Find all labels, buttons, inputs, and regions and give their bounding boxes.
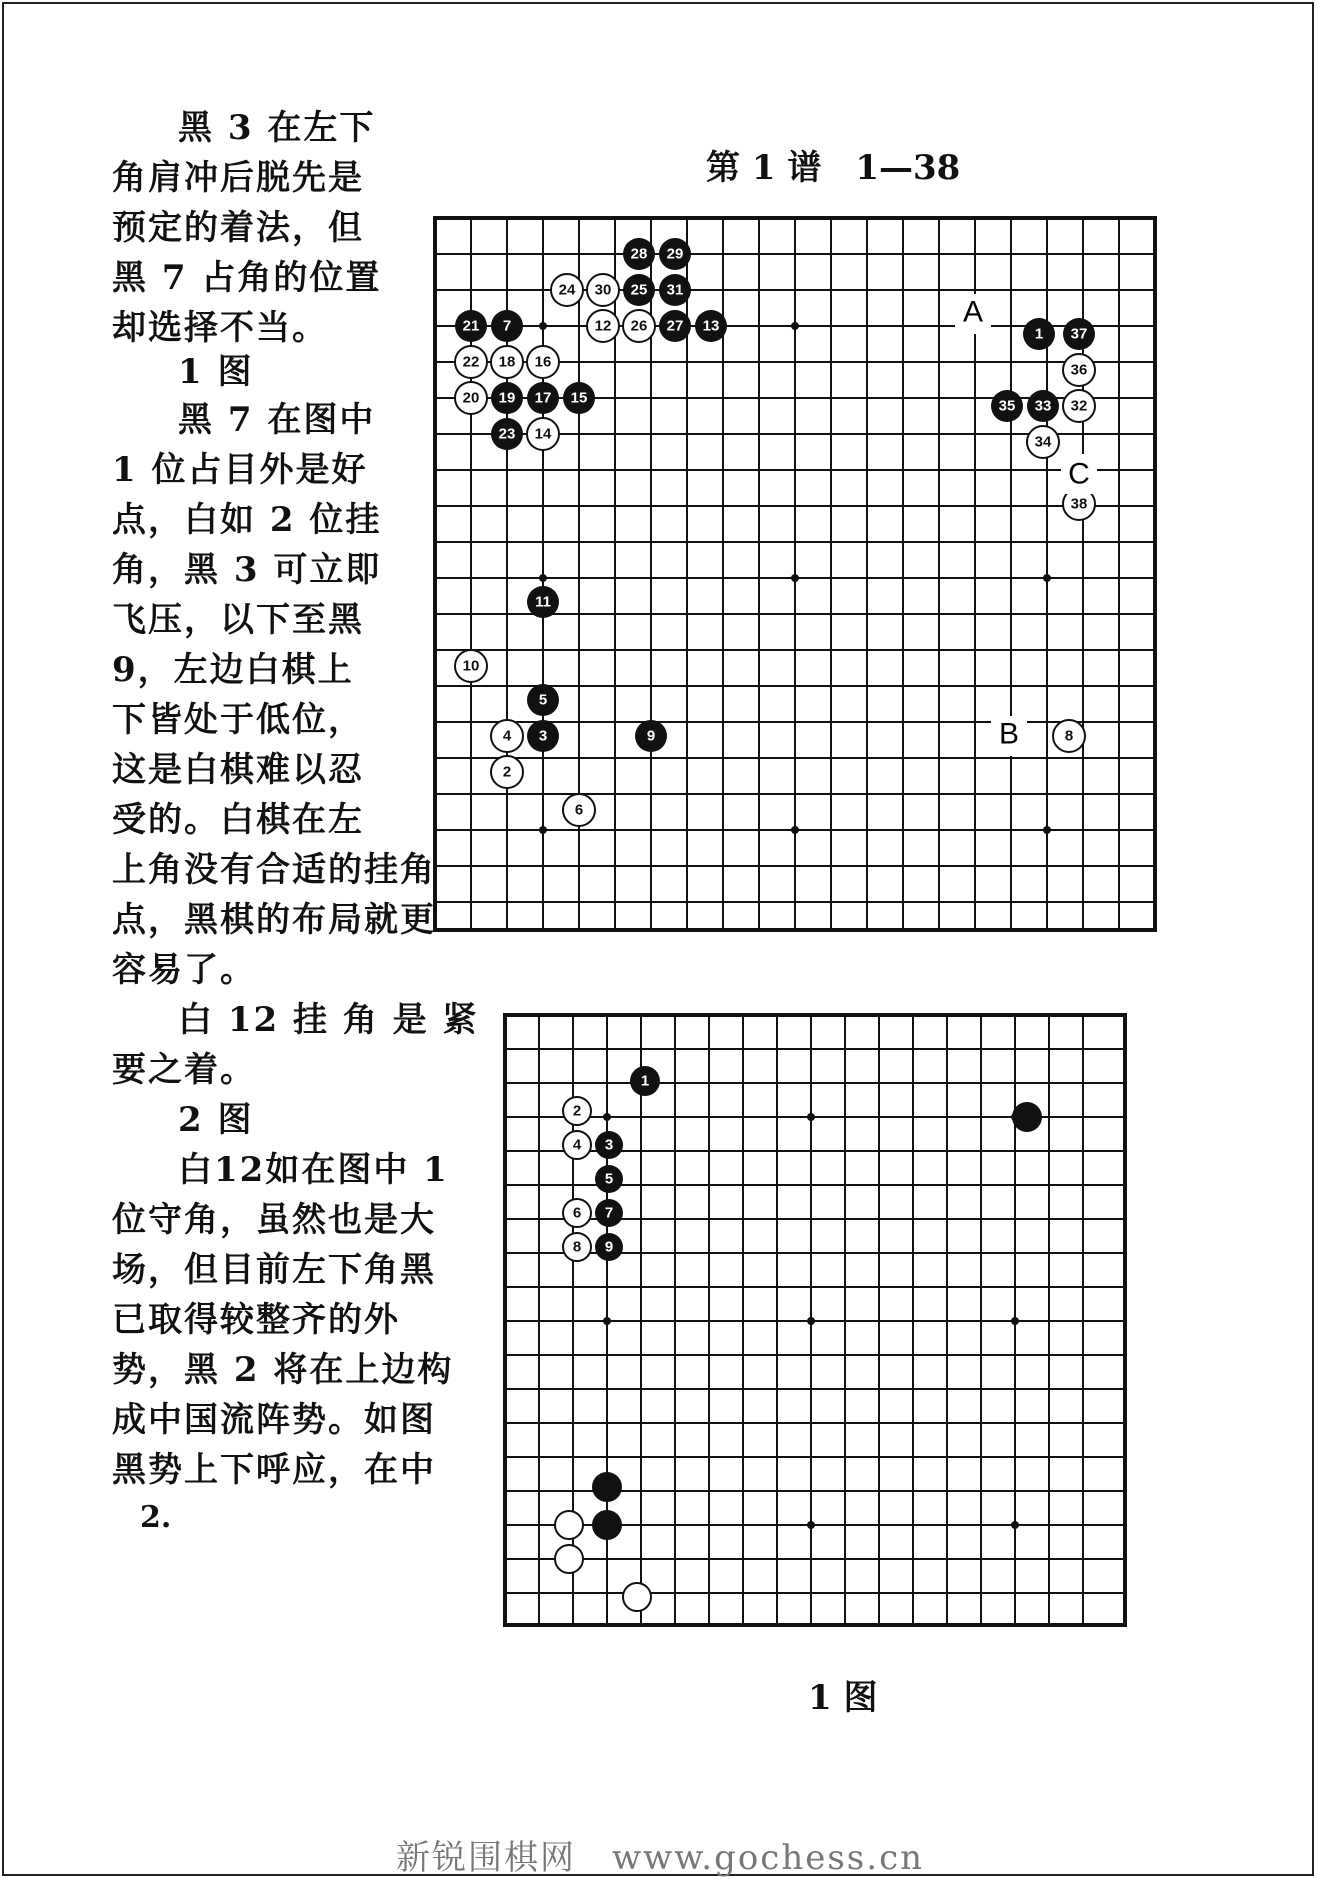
text-line: 这是白棋难以忍 [112, 750, 364, 790]
black-stone [1012, 1102, 1042, 1132]
svg-text:3: 3 [538, 727, 548, 745]
point-label-a: A [962, 295, 984, 329]
svg-text:18: 18 [498, 353, 516, 371]
svg-text:19: 19 [498, 389, 516, 407]
svg-text:23: 23 [498, 425, 516, 443]
text-line: 黑 7 在图中 [178, 400, 376, 440]
stone-14 [527, 418, 559, 450]
svg-text:9: 9 [646, 727, 656, 745]
text-line: 1 位占目外是好 [112, 450, 368, 490]
stone-18 [491, 346, 523, 378]
svg-text:4: 4 [572, 1136, 582, 1154]
stone-33 [1027, 390, 1059, 422]
text-line: 上角没有合适的挂角 [112, 850, 436, 890]
text-line: 预定的着法，但 [112, 208, 364, 248]
diagram2-caption: 1 图 [808, 1678, 878, 1718]
stone-8 [1053, 720, 1085, 752]
stone-24 [551, 274, 583, 306]
text-line: 点，白如 2 位挂 [112, 500, 382, 540]
text-line: 已取得较整齐的外 [112, 1300, 400, 1340]
svg-text:30: 30 [594, 281, 612, 299]
svg-text:25: 25 [630, 281, 648, 299]
svg-text:37: 37 [1070, 325, 1088, 343]
stone-26 [623, 310, 655, 342]
stone-2 [563, 1097, 591, 1125]
text-line: 黑势上下呼应，在中 [112, 1450, 436, 1490]
stone-27 [659, 310, 691, 342]
stone-5 [527, 684, 559, 716]
svg-text:29: 29 [666, 245, 684, 263]
text-line: 黑 7 占角的位置 [112, 258, 382, 298]
diagram1-title: 第 1 谱 1—38 [706, 148, 961, 188]
text-line: 下皆处于低位， [112, 700, 364, 740]
stone-23 [491, 418, 523, 450]
stone-37 [1063, 318, 1095, 350]
svg-text:24: 24 [558, 281, 576, 299]
point-label-b: B [998, 717, 1020, 751]
svg-text:8: 8 [1064, 727, 1074, 745]
svg-text:8: 8 [572, 1238, 582, 1256]
stone-7 [491, 310, 523, 342]
svg-text:6: 6 [572, 1204, 582, 1222]
section-heading: 2 图 [178, 1100, 254, 1140]
stone-4 [563, 1131, 591, 1159]
stone-34 [1027, 426, 1059, 458]
svg-text:1: 1 [640, 1072, 650, 1090]
svg-text:10: 10 [462, 657, 480, 675]
svg-text:7: 7 [604, 1204, 614, 1222]
text-line: 要之着。 [112, 1050, 256, 1090]
stone-20 [455, 382, 487, 414]
svg-text:26: 26 [630, 317, 648, 335]
black-stone [592, 1510, 622, 1540]
svg-text:13: 13 [702, 317, 720, 335]
stone-6 [563, 794, 595, 826]
svg-text:21: 21 [462, 317, 480, 335]
text-line: 受的。白棋在左 [112, 800, 364, 840]
svg-text:16: 16 [534, 353, 552, 371]
white-stone [555, 1545, 583, 1573]
stone-22 [455, 346, 487, 378]
svg-text:1: 1 [1034, 325, 1044, 343]
svg-text:2: 2 [572, 1102, 582, 1120]
text-line: 飞压，以下至黑 [112, 600, 364, 640]
svg-text:7: 7 [502, 317, 512, 335]
text-line: 白12如在图中 1 [178, 1150, 449, 1190]
stone-3 [595, 1131, 623, 1159]
stone-4 [491, 720, 523, 752]
text-line: 角肩冲后脱先是 [112, 158, 364, 198]
svg-text:33: 33 [1034, 397, 1052, 415]
svg-text:35: 35 [998, 397, 1016, 415]
black-stone [592, 1472, 622, 1502]
stone-9 [595, 1233, 623, 1261]
stone-9 [635, 720, 667, 752]
text-line: 位守角，虽然也是大 [112, 1200, 436, 1240]
text-line: 容易了。 [112, 950, 256, 990]
stone-8 [563, 1233, 591, 1261]
footer-watermark: 新锐围棋网 www.gochess.cn [395, 1838, 925, 1878]
svg-text:15: 15 [570, 389, 588, 407]
svg-text:32: 32 [1070, 397, 1088, 415]
stone-17 [527, 382, 559, 414]
text-line: 9，左边白棋上 [112, 650, 354, 690]
white-stone [555, 1511, 583, 1539]
stone-13 [695, 310, 727, 342]
section-heading: 1 图 [178, 352, 254, 392]
svg-text:22: 22 [462, 353, 480, 371]
text-line: 角，黑 3 可立即 [112, 550, 382, 590]
stone-2 [491, 756, 523, 788]
svg-text:12: 12 [594, 317, 612, 335]
stone-7 [595, 1199, 623, 1227]
svg-text:28: 28 [630, 245, 648, 263]
text-line: 黑 3 在左下 [178, 108, 376, 148]
point-label-c: C [1068, 457, 1090, 491]
svg-text:27: 27 [666, 317, 684, 335]
svg-text:34: 34 [1034, 433, 1052, 451]
svg-text:5: 5 [604, 1170, 614, 1188]
svg-text:14: 14 [534, 425, 552, 443]
stone-1 [630, 1066, 660, 1096]
svg-text:20: 20 [462, 389, 480, 407]
text-line: 成中国流阵势。如图 [112, 1400, 436, 1440]
stone-21 [455, 310, 487, 342]
stone-16 [527, 346, 559, 378]
stone-5 [595, 1165, 623, 1193]
svg-text:36: 36 [1070, 361, 1088, 379]
svg-text:4: 4 [502, 727, 512, 745]
go-board-diagram-2 [495, 1005, 1135, 1635]
text-line: 场，但目前左下角黑 [112, 1250, 436, 1290]
stone-29 [659, 238, 691, 270]
svg-text:6: 6 [574, 801, 584, 819]
stone-12 [587, 310, 619, 342]
svg-text:17: 17 [534, 389, 552, 407]
text-line: 点，黑棋的布局就更 [112, 900, 436, 940]
stone-36 [1063, 354, 1095, 386]
white-stone [623, 1583, 651, 1611]
svg-text:11: 11 [535, 593, 551, 611]
svg-text:31: 31 [666, 281, 684, 299]
svg-text:2: 2 [502, 763, 512, 781]
svg-text:5: 5 [538, 691, 548, 709]
stone-15 [563, 382, 595, 414]
text-line: 却选择不当。 [112, 308, 328, 348]
text-line: 势，黑 2 将在上边构 [112, 1350, 454, 1390]
stone-28 [623, 238, 655, 270]
stone-25 [623, 274, 655, 306]
stone-19 [491, 382, 523, 414]
page-number: 2. [140, 1500, 172, 1535]
stone-1 [1023, 318, 1055, 350]
text-line: 白 12 挂 角 是 紧 [178, 1000, 479, 1040]
stone-11 [527, 586, 559, 618]
stone-31 [659, 274, 691, 306]
svg-text:9: 9 [604, 1238, 614, 1256]
stone-32 [1063, 390, 1095, 422]
svg-text:38: 38 [1070, 495, 1088, 513]
svg-text:3: 3 [604, 1136, 614, 1154]
stone-10 [455, 650, 487, 682]
stone-30 [587, 274, 619, 306]
go-board-diagram-1 [425, 210, 1165, 940]
stone-35 [991, 390, 1023, 422]
stone-3 [527, 720, 559, 752]
stone-6 [563, 1199, 591, 1227]
